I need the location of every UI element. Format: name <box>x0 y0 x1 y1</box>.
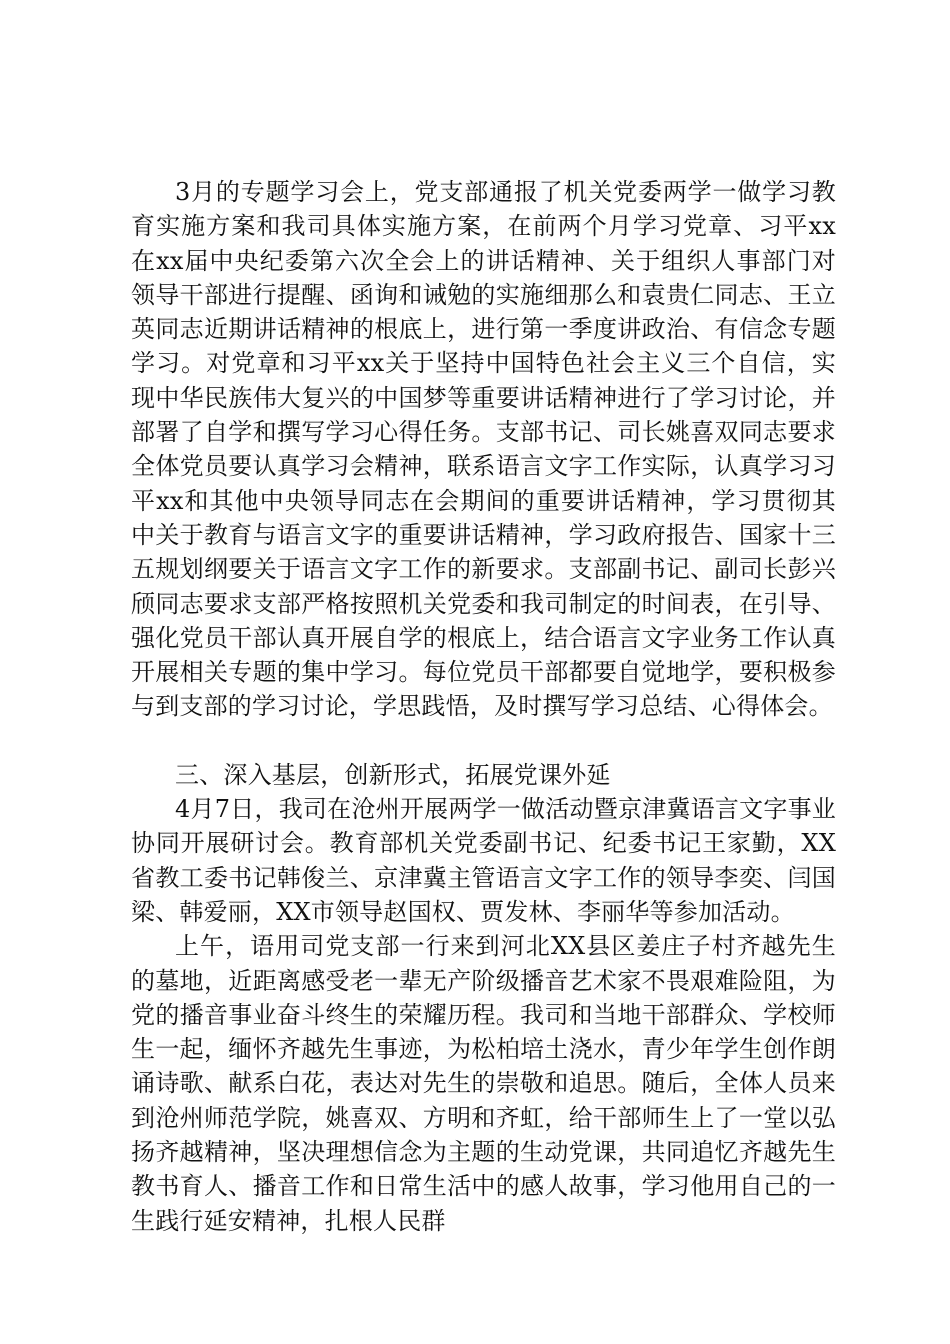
paragraph-gap <box>131 724 836 758</box>
section-heading: 三、深入基层，创新形式，拓展党课外延 <box>175 760 611 789</box>
paragraph-seminar: 4月7日，我司在沧州开展两学一做活动暨京津冀语言文字事业协同开展研讨会。教育部机关党委副书记、纪委书记王家勤，XX省教工委书记韩俊兰、京津冀主管语言文字工作的领导李奕、闫国梁、韩爱丽，XX市领导赵国权、贾发林、李丽华等参加活动。 <box>131 795 836 926</box>
document-body <box>131 175 836 1238</box>
paragraph-memorial-visit: 上午，语用司党支部一行来到河北XX县区姜庄子村齐越先生的墓地，近距离感受老一辈无产阶级播音艺术家不畏艰难险阻，为党的播音事业奋斗终生的荣耀历程。我司和当地干部群众、学校师生一起，缅怀齐越先生事迹，为松柏培土浇水，青少年学生创作朗诵诗歌、献系白花，表达对先生的崇敬和追思。随后，全体人员来到沧州师范学院，姚喜双、方明和齐虹，给干部师生上了一堂以弘扬齐越精神，坚决理想信念为主题的生动党课，共同追忆齐越先生教书育人、播音工作和日常生活中的感人故事，学习他用自己的一生践行延安精神，扎根人民群 <box>131 932 836 1235</box>
paragraph-study-meeting: 3月的专题学习会上，党支部通报了机关党委两学一做学习教育实施方案和我司具体实施方案，在前两个月学习党章、习平xx在xx届中央纪委第六次全会上的讲话精神、关于组织人事部门对领导干部进行提醒、函询和诫勉的实施细那么和袁贵仁同志、王立英同志近期讲话精神的根底上，进行第一季度讲政治、有信念专题学习。对党章和习平xx关于坚持中国特色社会主义三个自信，实现中华民族伟大复兴的中国梦等重要讲话精神进行了学习讨论，并部署了自学和撰写学习心得任务。支部书记、司长姚喜双同志要求全体党员要认真学习会精神，联系语言文字工作实际，认真学习习平xx和其他中央领导同志在会期间的重要讲话精神，学习贯彻其中关于教育与语言文字的重要讲话精神，学习政府报告、国家十三五规划纲要关于语言文字工作的新要求。支部副书记、副司长彭兴颀同志要求支部严格按照机关党委和我司制定的时间表，在引导、强化党员干部认真开展自学的根底上，结合语言文字业务工作认真开展相关专题的集中学习。每位党员干部都要自觉地学，要积极参与到支部的学习讨论，学思践悟，及时撰写学习总结、心得体会。 <box>131 178 836 721</box>
